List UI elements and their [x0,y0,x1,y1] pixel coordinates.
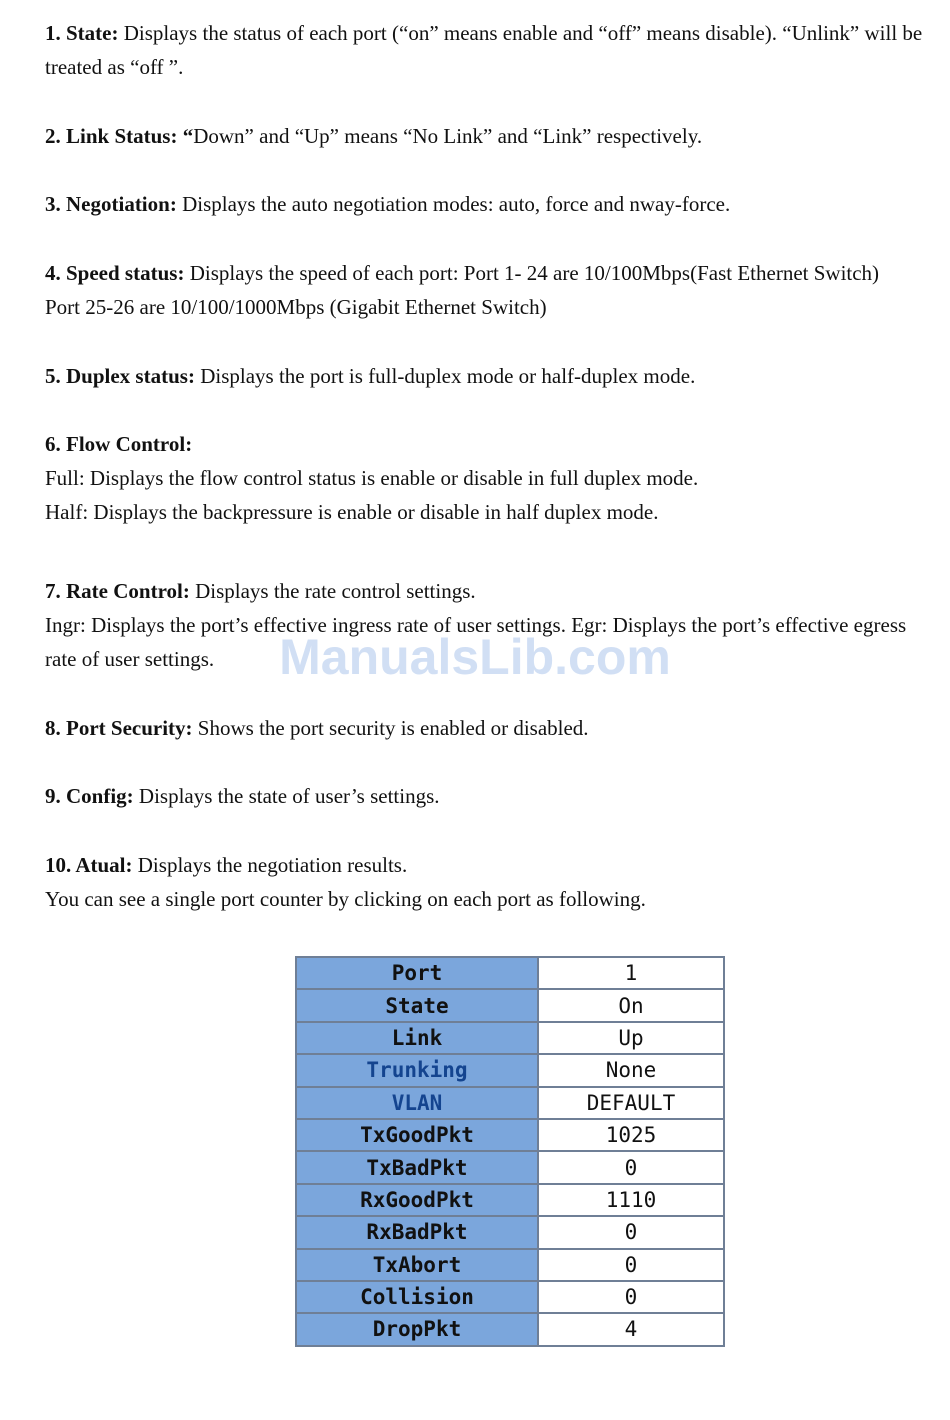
table-row-value: 1025 [538,1119,724,1151]
table-row [296,1184,724,1216]
watermark: ManualsLib.com [279,629,671,685]
item-line [45,882,940,916]
item-line [45,461,940,495]
item-text: Displays the status of each port (“on” means enable and “off” means disable). “Unlink” will be [118,21,923,45]
table-row-label: RxBadPkt [296,1216,538,1248]
port-counter-table [295,956,725,1347]
item-text: Displays the negotiation results. [132,853,408,877]
item-text: Displays the port is full-duplex mode or half-duplex mode. [194,364,696,388]
item-line [45,848,940,882]
item-text: Full: Displays the flow control status is enable or disable in full duplex mode. [45,466,699,490]
item-line [45,427,940,461]
table-row [296,1087,724,1119]
item-line [45,16,940,50]
table-row [296,1313,724,1345]
item-line [45,642,940,676]
item-heading: 7. Rate Control: [45,579,190,603]
table-row [296,1119,724,1151]
table-row-value: On [538,989,724,1021]
item-line [45,256,940,290]
table-row [296,1249,724,1281]
item-heading: 8. Port Security: [45,716,193,740]
table-row-value: 4 [538,1313,724,1345]
table-row-value: 0 [538,1281,724,1313]
item-state [45,16,940,84]
item-text: rate of user settings. [45,647,215,671]
table-row-value: 0 [538,1216,724,1248]
item-port-security [45,711,940,745]
table-row-label: Port [296,957,538,989]
table-row-label: DropPkt [296,1313,538,1345]
item-heading: 2. Link Status: “ [45,124,194,148]
table-row-label: TxAbort [296,1249,538,1281]
table-row-value: None [538,1054,724,1086]
item-text: Port 25-26 are 10/100/1000Mbps (Gigabit Ethernet Switch) [45,295,547,319]
table-row-value: 0 [538,1249,724,1281]
table-row [296,1022,724,1054]
item-text: Displays the rate control settings. [189,579,476,603]
table-row-label: State [296,989,538,1021]
item-line [45,290,940,324]
table-row [296,1151,724,1183]
table-row [296,1216,724,1248]
table-row-label: Collision [296,1281,538,1313]
table-row-label: Trunking [296,1054,538,1086]
item-text: You can see a single port counter by clicking on each port as following. [45,887,646,911]
item-text: treated as “off ”. [45,55,184,79]
item-rate-control [45,574,940,676]
table-row-value: Up [538,1022,724,1054]
item-line [45,359,940,393]
item-text: Shows the port security is enabled or disabled. [192,716,589,740]
item-duplex-status [45,359,940,393]
table-row-label: VLAN [296,1087,538,1119]
table-row-value: 1110 [538,1184,724,1216]
item-speed-status [45,256,940,324]
item-heading: 1. State: [45,21,119,45]
item-text: Displays the speed of each port: Port 1- 24 are 10/100Mbps(Fast Ethernet Switch) [184,261,880,285]
item-line [45,711,940,745]
item-line [45,119,940,153]
table-row [296,1281,724,1313]
item-heading: 10. Atual: [45,853,133,877]
item-negotiation [45,187,940,221]
table-row-label: TxGoodPkt [296,1119,538,1151]
item-line [45,187,940,221]
table-row-label: TxBadPkt [296,1151,538,1183]
item-atual [45,848,940,916]
item-text: Displays the auto negotiation modes: auto, force and nway-force. [176,192,731,216]
item-heading: 9. Config: [45,784,134,808]
item-heading: 5. Duplex status: [45,364,195,388]
item-text: Down” and “Up” means “No Link” and “Link” respectively. [193,124,703,148]
item-text: Ingr: Displays the port’s effective ingress rate of user settings. Egr: Displays the port’s effective egress [45,613,907,637]
item-text: Half: Displays the backpressure is enable or disable in half duplex mode. [45,500,659,524]
item-line [45,495,940,529]
table-row-value: 0 [538,1151,724,1183]
table-row [296,989,724,1021]
table-row-value: DEFAULT [538,1087,724,1119]
table-row-value: 1 [538,957,724,989]
item-heading: 3. Negotiation: [45,192,177,216]
item-line [45,779,940,813]
item-line [45,50,940,84]
item-line [45,574,940,608]
item-link-status [45,119,940,153]
item-text: Displays the state of user’s settings. [133,784,440,808]
item-heading: 4. Speed status: [45,261,185,285]
table-row [296,957,724,989]
item-heading: 6. Flow Control: [45,432,193,456]
table-row-label: RxGoodPkt [296,1184,538,1216]
item-config [45,779,940,813]
item-line [45,608,940,642]
table-row-label: Link [296,1022,538,1054]
item-flow-control [45,427,940,529]
table-row [296,1054,724,1086]
